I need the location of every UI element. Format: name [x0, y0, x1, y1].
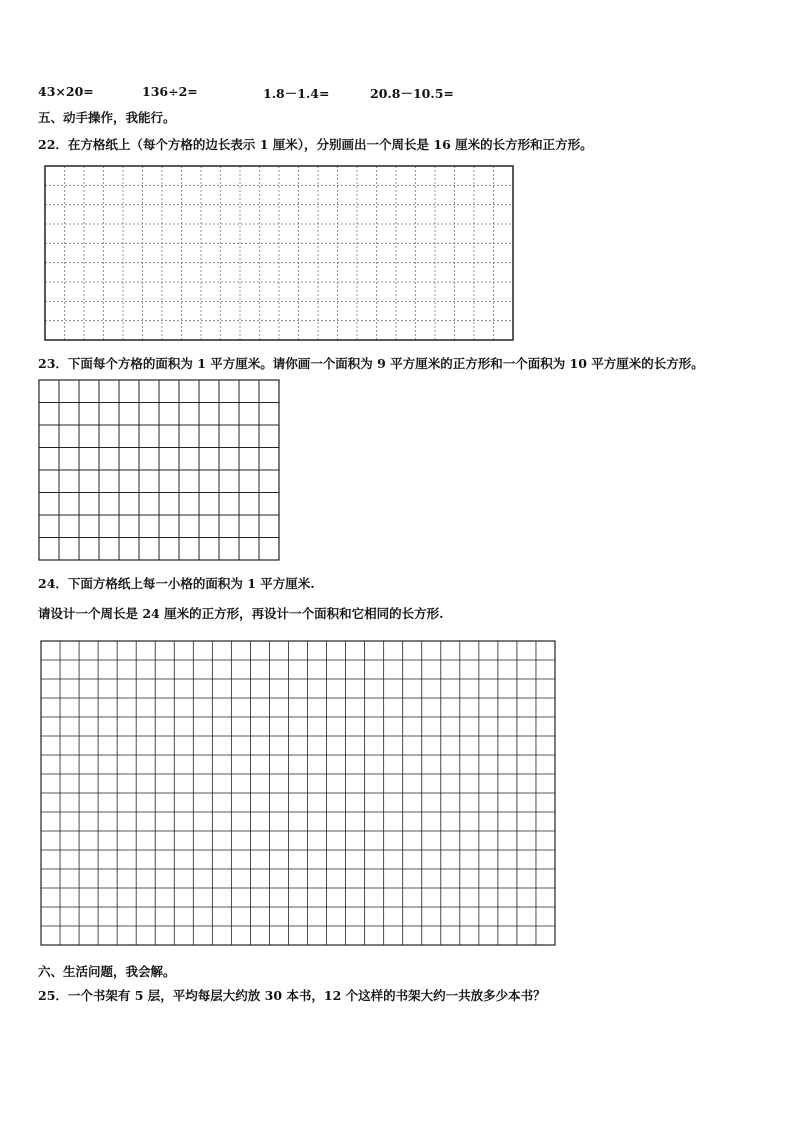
question-23-text: 23．下面每个方格的面积为 1 平方厘米。请你画一个面积为 9 平方厘米的正方形和一个面积为 10 平方厘米的长方形。 [38, 356, 704, 371]
grid-paper-q22[interactable] [44, 165, 514, 341]
question-24-text-1: 24．下面方格纸上每一小格的面积为 1 平方厘米. [38, 576, 315, 591]
calc-item-2: 136÷2= [142, 84, 198, 99]
grid-paper-q23[interactable] [38, 379, 280, 561]
calc-item-4: 20.8－10.5= [370, 86, 454, 101]
question-24-text-2: 请设计一个周长是 24 厘米的正方形，再设计一个面积和它相同的长方形. [38, 606, 444, 621]
section-5-heading: 五、动手操作，我能行。 [38, 110, 176, 125]
grid-paper-q24[interactable] [40, 640, 556, 946]
grid-q22-svg [44, 165, 514, 341]
question-25-text: 25．一个书架有 5 层，平均每层大约放 30 本书，12 个这样的书架大约一共放多少本书？ [38, 988, 546, 1003]
calc-item-3: 1.8－1.4= [263, 86, 330, 101]
calc-item-1: 43×20= [38, 84, 94, 99]
section-6-heading: 六、生活问题，我会解。 [38, 964, 176, 979]
grid-q23-svg [38, 379, 280, 561]
grid-border [45, 166, 513, 340]
grid-q24-svg [40, 640, 556, 946]
question-22-text: 22．在方格纸上（每个方格的边长表示 1 厘米），分别画出一个周长是 16 厘米的长方形和正方形。 [38, 137, 593, 152]
